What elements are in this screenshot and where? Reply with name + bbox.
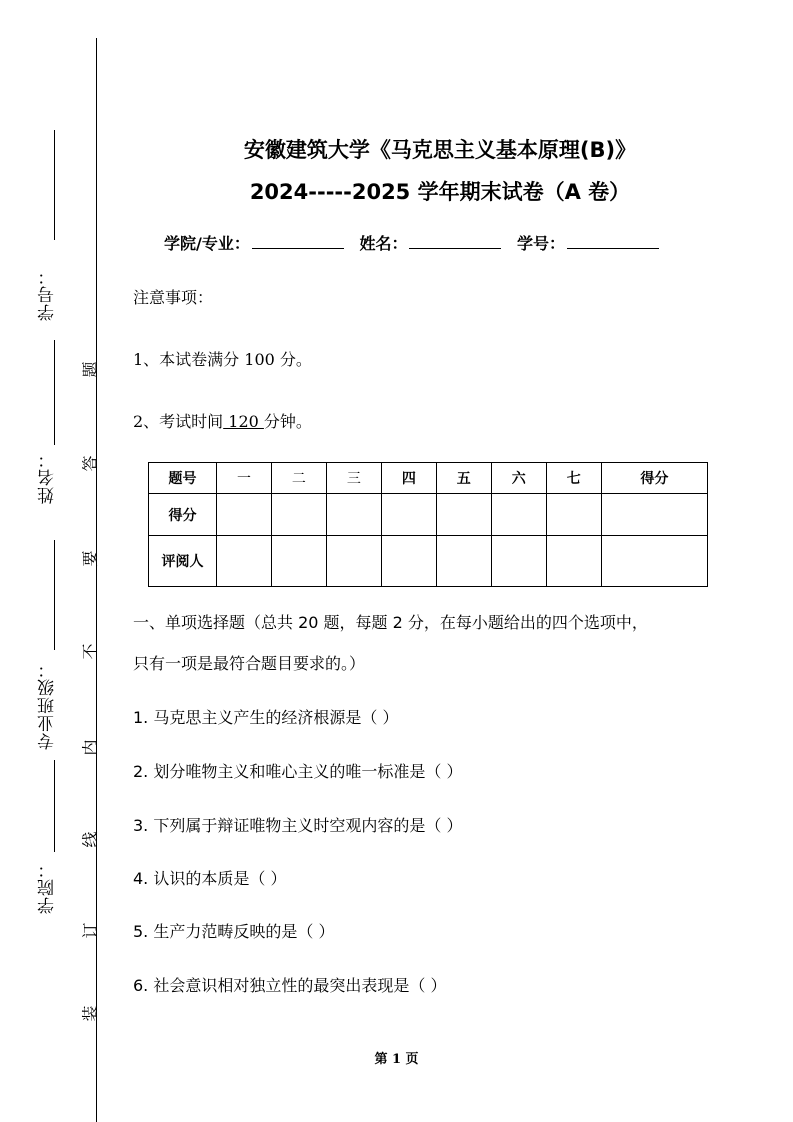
notes-heading: 注意事项：	[133, 288, 214, 307]
row-label-grader: 评阅人	[149, 536, 217, 587]
question-6: 6. 社会意识相对独立性的最突出表现是（ ）	[133, 976, 447, 995]
table-header-cell: 一	[217, 463, 272, 494]
exam-title: 安徽建筑大学《马克思主义基本原理(B)》	[243, 138, 637, 162]
notes-item-1: 1、本试卷满分 100 分。	[133, 350, 312, 369]
side-label-name: 姓名：	[38, 450, 58, 505]
page-number: 第 1 页	[374, 1052, 419, 1067]
grader-cell[interactable]	[436, 536, 491, 587]
binding-margin-line	[96, 38, 97, 1122]
score-cell[interactable]	[491, 494, 546, 536]
row-label-score: 得分	[149, 494, 217, 536]
section-instruction-line-1: 一、单项选择题（总共 20 题，每题 2 分，在每小题给出的四个选项中，	[133, 613, 648, 632]
table-row	[149, 536, 708, 587]
exam-subtitle: 2024-----2025 学年期末试卷（A 卷）	[249, 180, 631, 204]
side-field-student-id	[28, 130, 68, 330]
grader-cell[interactable]	[546, 536, 601, 587]
side-label-class: 专业班级：	[38, 660, 58, 750]
college-major-blank[interactable]	[252, 234, 344, 249]
side-label-college: 学院：	[38, 860, 58, 915]
grader-cell[interactable]	[326, 536, 381, 587]
table-header-cell: 三	[326, 463, 381, 494]
table-header-cell: 七	[546, 463, 601, 494]
seal-char: 不	[80, 643, 100, 660]
question-5: 5. 生产力范畴反映的是（ ）	[133, 922, 335, 941]
grader-cell[interactable]	[491, 536, 546, 587]
seal-char: 题	[80, 361, 100, 378]
score-cell[interactable]	[436, 494, 491, 536]
question-3: 3. 下列属于辩证唯物主义时空观内容的是（ ）	[133, 816, 463, 835]
name-blank[interactable]	[409, 234, 501, 249]
question-4: 4. 认识的本质是（ ）	[133, 869, 287, 888]
seal-char: 答	[80, 455, 100, 472]
question-1: 1. 马克思主义产生的经济根源是（ ）	[133, 708, 399, 727]
side-field-name	[28, 340, 68, 510]
score-table	[148, 462, 708, 587]
notes-item-2	[133, 409, 312, 432]
grader-cell[interactable]	[381, 536, 436, 587]
question-2: 2. 划分唯物主义和唯心主义的唯一标准是（ ）	[133, 762, 463, 781]
seal-char: 内	[80, 739, 100, 756]
score-cell[interactable]	[601, 494, 707, 536]
side-label-student-id: 学号：	[38, 267, 58, 321]
side-field-college	[28, 760, 68, 920]
seal-char: 订	[80, 922, 100, 939]
score-cell[interactable]	[326, 494, 381, 536]
grader-cell[interactable]	[217, 536, 272, 587]
notes-item-2-prefix: 2、考试时间	[133, 412, 224, 431]
table-header-cell: 二	[271, 463, 326, 494]
score-cell[interactable]	[381, 494, 436, 536]
score-cell[interactable]	[546, 494, 601, 536]
table-header-cell: 六	[491, 463, 546, 494]
student-id-blank[interactable]	[567, 234, 659, 249]
table-header-cell: 五	[436, 463, 491, 494]
score-cell[interactable]	[217, 494, 272, 536]
student-id-label: 学号：	[517, 234, 566, 253]
notes-item-2-suffix: 分钟。	[263, 412, 312, 431]
seal-char: 线	[80, 831, 100, 848]
table-header-cell: 得分	[601, 463, 707, 494]
table-header-cell: 题号	[149, 463, 217, 494]
section-instruction-line-2: 只有一项是最符合题目要求的。）	[133, 654, 366, 673]
side-field-class	[28, 540, 68, 755]
name-label: 姓名：	[359, 234, 408, 253]
seal-char: 装	[80, 1005, 100, 1022]
exam-duration: 120	[223, 412, 264, 431]
student-info-line	[164, 231, 669, 254]
table-row	[149, 494, 708, 536]
college-major-label: 学院/专业：	[164, 234, 250, 253]
seal-char: 要	[80, 550, 100, 567]
score-cell[interactable]	[271, 494, 326, 536]
table-header-cell: 四	[381, 463, 436, 494]
grader-cell[interactable]	[601, 536, 707, 587]
table-row	[149, 463, 708, 494]
grader-cell[interactable]	[271, 536, 326, 587]
